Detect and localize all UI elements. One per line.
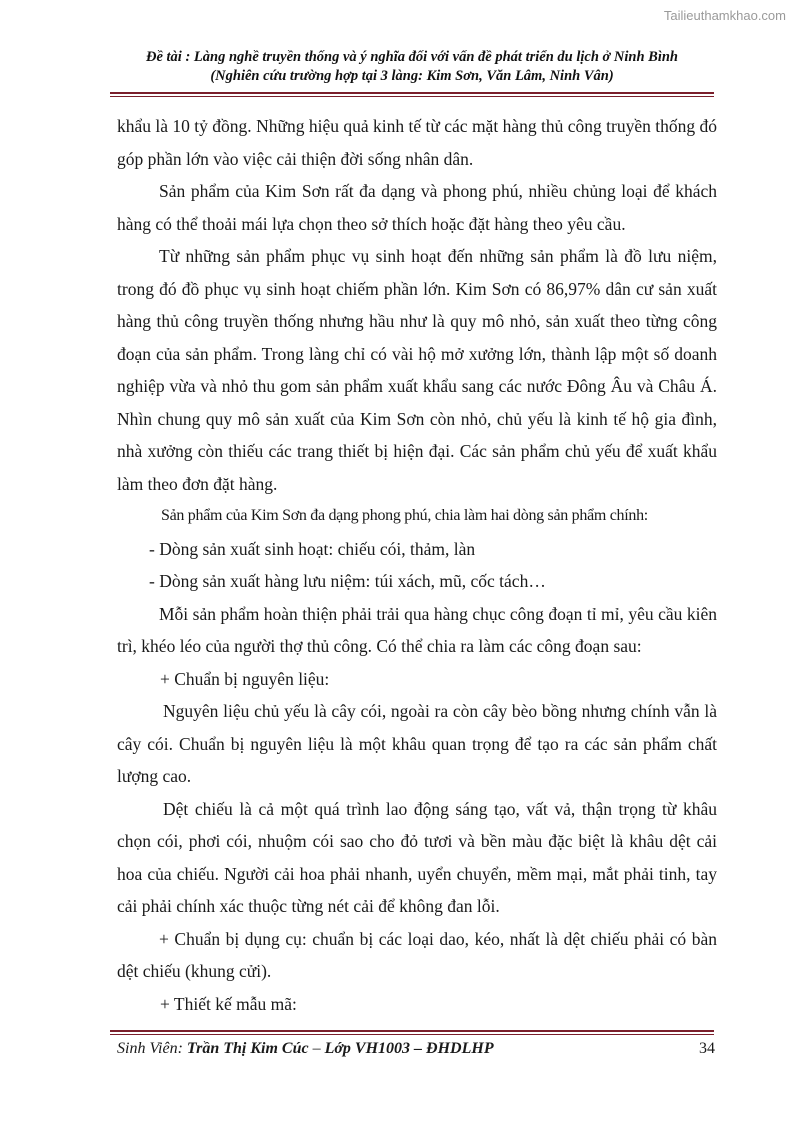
- page-footer: [117, 1040, 715, 1058]
- footer-rule-thin: [110, 1034, 714, 1035]
- page-number: 34: [699, 1040, 715, 1057]
- paragraph: khẩu là 10 tỷ đồng. Những hiệu quả kinh tế từ các mặt hàng thủ công truyền thống đó góp phần lớn vào việc cải thiện đời sống nhân dân.: [117, 116, 717, 169]
- header-title: Đề tài : Làng nghề truyền thống và ý nghĩa đối với vấn đề phát triển du lịch ở Ninh Bình: [146, 49, 678, 65]
- footer-separator: –: [308, 1040, 325, 1057]
- paragraph: Nguyên liệu chủ yếu là cây cói, ngoài ra còn cây bèo bồng nhưng chính vẫn là cây cói. Chuẩn bị nguyên liệu là một khâu quan trọng để tạo ra các sản phẩm chất lượng cao.: [117, 701, 717, 786]
- paragraph: Từ những sản phẩm phục vụ sinh hoạt đến những sản phẩm là đồ lưu niệm, trong đó đồ phục vụ sinh hoạt chiếm phần lớn. Kim Sơn có 86,97% dân cư sản xuất hàng thủ công truyền thống nhưng hầu như là quy mô nhỏ, sản xuất theo từng công đoạn của sản phẩm. Trong làng chỉ có vài hộ mở xưởng lớn, thành lập một số doanh nghiệp vừa và nhỏ thu gom sản phẩm xuất khẩu sang các nước Đông Âu và Châu Á. Nhìn chung quy mô sản xuất của Kim Sơn còn nhỏ, chủ yếu là kinh tế hộ gia đình, nhà xưởng còn thiếu các trang thiết bị hiện đại. Các sản phẩm chủ yếu để xuất khẩu làm theo đơn đặt hàng.: [117, 246, 717, 494]
- list-item: - Dòng sản xuất sinh hoạt: chiếu cói, thảm, làn: [149, 538, 476, 559]
- paragraph: Dệt chiếu là cả một quá trình lao động sáng tạo, vất vả, thận trọng từ khâu chọn cói, phơi cói, nhuộm cói sao cho đỏ tươi và bền màu đặc biệt là khâu dệt cải hoa của chiếu. Người cải hoa phải nhanh, uyển chuyển, mềm mại, mắt phải tinh, tay cải phải chính xác thuộc từng nét cải để không đan lỗi.: [117, 798, 717, 916]
- list-item: - Dòng sản xuất hàng lưu niệm: túi xách, mũ, cốc tách…: [149, 571, 546, 591]
- watermark: Tailieuthamkhao.com: [663, 8, 786, 23]
- page-header: [112, 48, 712, 86]
- header-rule-thin: [110, 96, 714, 97]
- footer-label: Sinh Viên:: [117, 1040, 187, 1057]
- footer-student-name: Trần Thị Kim Cúc: [186, 1040, 309, 1057]
- page-body: [117, 110, 717, 1020]
- paragraph: Mỗi sản phẩm hoàn thiện phải trải qua hàng chục công đoạn tỉ mỉ, yêu cầu kiên trì, khéo léo của người thợ thủ công. Có thể chia ra làm các công đoạn sau:: [117, 603, 717, 656]
- section-label: + Chuẩn bị dụng cụ: chuẩn bị các loại dao, kéo, nhất là dệt chiếu phải có bàn dệt chiếu (khung cửi).: [117, 928, 717, 981]
- header-rule: [110, 92, 714, 94]
- footer-class: Lớp VH1003 – ĐHDLHP: [324, 1040, 494, 1057]
- header-subtitle: (Nghiên cứu trường hợp tại 3 làng: Kim Sơn, Văn Lâm, Ninh Vân): [210, 68, 614, 84]
- section-label: + Chuẩn bị nguyên liệu:: [160, 668, 330, 689]
- footer-rule: [110, 1030, 714, 1032]
- paragraph: Sản phẩm của Kim Sơn đa dạng phong phú, chia làm hai dòng sản phẩm chính:: [161, 507, 648, 524]
- section-label: + Thiết kế mẫu mã:: [160, 993, 297, 1014]
- paragraph: Sản phẩm của Kim Sơn rất đa dạng và phong phú, nhiều chủng loại để khách hàng có thể thoải mái lựa chọn theo sở thích hoặc đặt hàng theo yêu cầu.: [117, 181, 717, 234]
